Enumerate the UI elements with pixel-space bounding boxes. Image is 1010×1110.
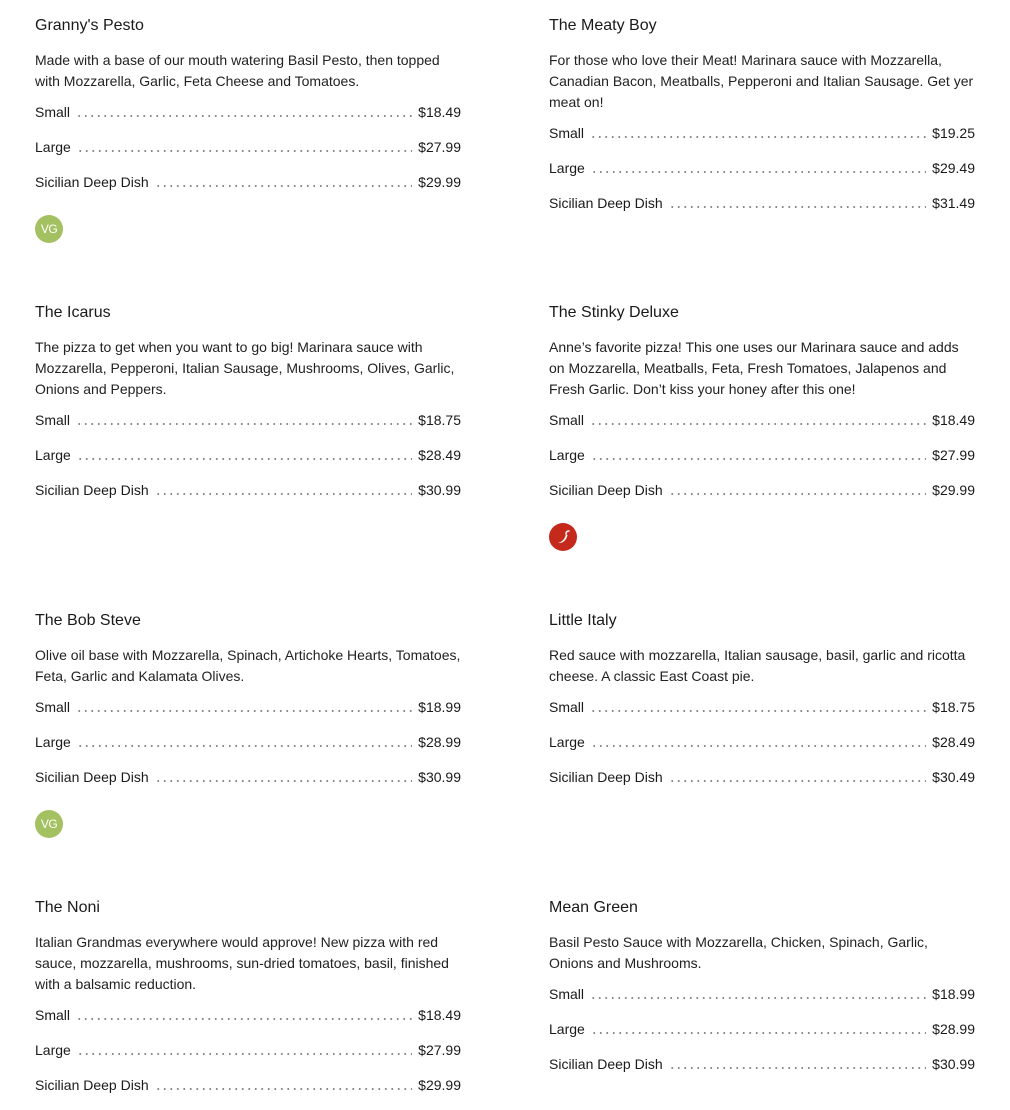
size-label: Sicilian Deep Dish — [549, 482, 663, 498]
dot-leader — [77, 447, 412, 461]
item-description: Basil Pesto Sauce with Mozzarella, Chicken, Spinach, Garlic, Onions and Mushrooms. — [549, 934, 928, 971]
price-row — [549, 480, 975, 515]
price-list — [35, 410, 461, 515]
dot-leader — [590, 986, 926, 1000]
price-row — [35, 767, 461, 802]
price-value: $30.99 — [418, 482, 461, 498]
price-value: $31.49 — [932, 195, 975, 211]
price-value: $18.49 — [418, 1007, 461, 1023]
price-row — [35, 410, 461, 445]
size-label: Large — [549, 160, 585, 176]
item-name: Little Italy — [549, 612, 617, 629]
size-label: Small — [35, 699, 71, 715]
price-row — [549, 732, 975, 767]
menu-item — [35, 16, 461, 243]
item-name: The Icarus — [35, 304, 111, 321]
dot-leader — [590, 412, 926, 426]
size-label: Small — [549, 699, 585, 715]
menu-item — [35, 303, 461, 515]
size-label: Small — [549, 986, 585, 1002]
size-label: Sicilian Deep Dish — [35, 174, 149, 190]
dot-leader — [591, 1021, 926, 1035]
size-label: Sicilian Deep Dish — [549, 1056, 663, 1072]
item-description: For those who love their Meat! Marinara sauce with Mozzarella, Canadian Bacon, Meatballs, Pepperoni and Italian Sausage. Get yer meat on! — [549, 52, 974, 110]
price-value: $29.99 — [418, 174, 461, 190]
item-name: The Stinky Deluxe — [549, 304, 679, 321]
menu-item — [549, 611, 975, 802]
price-value: $29.49 — [932, 160, 975, 176]
dot-leader — [669, 482, 927, 496]
dot-leader — [76, 699, 412, 713]
size-label: Small — [549, 125, 585, 141]
price-row — [549, 984, 975, 1019]
price-list — [35, 102, 461, 207]
price-value: $18.99 — [418, 699, 461, 715]
menu-item — [35, 898, 461, 1110]
price-row — [549, 410, 975, 445]
item-name: The Noni — [35, 899, 100, 916]
dot-leader — [155, 1077, 413, 1091]
size-label: Large — [35, 447, 71, 463]
dot-leader — [155, 769, 413, 783]
dot-leader — [77, 139, 412, 153]
size-label: Large — [35, 1042, 71, 1058]
price-list — [549, 410, 975, 515]
vegetarian-badge-icon: VG — [35, 215, 63, 243]
price-value: $18.49 — [418, 104, 461, 120]
menu-item — [549, 16, 975, 228]
item-description: Olive oil base with Mozzarella, Spinach, Artichoke Hearts, Tomatoes, Feta, Garlic and Kalamata Olives. — [35, 647, 461, 684]
price-list — [549, 697, 975, 802]
size-label: Sicilian Deep Dish — [35, 769, 149, 785]
size-label: Small — [35, 412, 71, 428]
item-name: The Meaty Boy — [549, 17, 657, 34]
item-description: Red sauce with mozzarella, Italian sausage, basil, garlic and ricotta cheese. A classic East Coast pie. — [549, 647, 966, 684]
price-value: $28.99 — [932, 1021, 975, 1037]
size-label: Small — [549, 412, 585, 428]
size-label: Sicilian Deep Dish — [35, 482, 149, 498]
size-label: Small — [35, 1007, 71, 1023]
price-row — [35, 102, 461, 137]
price-value: $28.49 — [418, 447, 461, 463]
dot-leader — [76, 104, 412, 118]
dot-leader — [155, 482, 413, 496]
price-value: $30.49 — [932, 769, 975, 785]
price-row — [35, 480, 461, 515]
item-name: Granny's Pesto — [35, 17, 144, 34]
dot-leader — [669, 195, 927, 209]
dot-leader — [77, 1042, 412, 1056]
dot-leader — [669, 769, 927, 783]
menu-item — [35, 611, 461, 838]
price-row — [35, 172, 461, 207]
size-label: Large — [549, 734, 585, 750]
price-value: $28.99 — [418, 734, 461, 750]
dot-leader — [77, 734, 412, 748]
price-value: $29.99 — [418, 1077, 461, 1093]
price-list — [549, 123, 975, 228]
dot-leader — [591, 160, 926, 174]
price-row — [35, 445, 461, 480]
price-list — [35, 697, 461, 802]
item-name: Mean Green — [549, 899, 638, 916]
price-row — [35, 732, 461, 767]
price-row — [549, 767, 975, 802]
dot-leader — [76, 412, 412, 426]
dot-leader — [155, 174, 413, 188]
price-value: $28.49 — [932, 734, 975, 750]
size-label: Large — [35, 139, 71, 155]
dot-leader — [590, 699, 926, 713]
dot-leader — [590, 125, 926, 139]
price-row — [35, 697, 461, 732]
price-list — [35, 1005, 461, 1110]
price-value: $27.99 — [932, 447, 975, 463]
chili-pepper-icon — [549, 523, 577, 551]
price-value: $18.75 — [418, 412, 461, 428]
price-value: $27.99 — [418, 1042, 461, 1058]
vegetarian-badge-icon: VG — [35, 810, 63, 838]
menu-item — [549, 898, 975, 1089]
price-value: $19.25 — [932, 125, 975, 141]
price-row — [549, 123, 975, 158]
dot-leader — [76, 1007, 412, 1021]
price-row — [35, 1040, 461, 1075]
dot-leader — [591, 447, 926, 461]
price-row — [549, 193, 975, 228]
size-label: Sicilian Deep Dish — [549, 195, 663, 211]
size-label: Large — [35, 734, 71, 750]
size-label: Small — [35, 104, 71, 120]
price-row — [549, 1054, 975, 1089]
size-label: Sicilian Deep Dish — [35, 1077, 149, 1093]
size-label: Large — [549, 447, 585, 463]
price-row — [35, 137, 461, 172]
price-list — [549, 984, 975, 1089]
price-value: $18.49 — [932, 412, 975, 428]
price-value: $18.75 — [932, 699, 975, 715]
item-description: The pizza to get when you want to go big! Marinara sauce with Mozzarella, Pepperoni, Italian Sausage, Mushrooms, Olives, Garlic, Onions and Peppers. — [35, 339, 455, 397]
price-row — [35, 1005, 461, 1040]
item-description: Made with a base of our mouth watering Basil Pesto, then topped with Mozzarella, Garlic, Feta Cheese and Tomatoes. — [35, 52, 440, 89]
price-value: $29.99 — [932, 482, 975, 498]
price-row — [549, 1019, 975, 1054]
dot-leader — [591, 734, 926, 748]
item-description: Anne’s favorite pizza! This one uses our Marinara sauce and adds on Mozzarella, Meatballs, Feta, Fresh Tomatoes, Jalapenos and Fresh Garlic. Don’t kiss your honey after this one! — [549, 339, 959, 397]
size-label: Sicilian Deep Dish — [549, 769, 663, 785]
price-value: $30.99 — [418, 769, 461, 785]
price-value: $27.99 — [418, 139, 461, 155]
dot-leader — [669, 1056, 927, 1070]
menu-item — [549, 303, 975, 551]
item-name: The Bob Steve — [35, 612, 141, 629]
price-row — [549, 158, 975, 193]
size-label: Large — [549, 1021, 585, 1037]
item-description: Italian Grandmas everywhere would approve! New pizza with red sauce, mozzarella, mushrooms, sun-dried tomatoes, basil, finished with a balsamic reduction. — [35, 934, 449, 992]
price-value: $30.99 — [932, 1056, 975, 1072]
price-row — [549, 697, 975, 732]
price-row — [549, 445, 975, 480]
price-value: $18.99 — [932, 986, 975, 1002]
